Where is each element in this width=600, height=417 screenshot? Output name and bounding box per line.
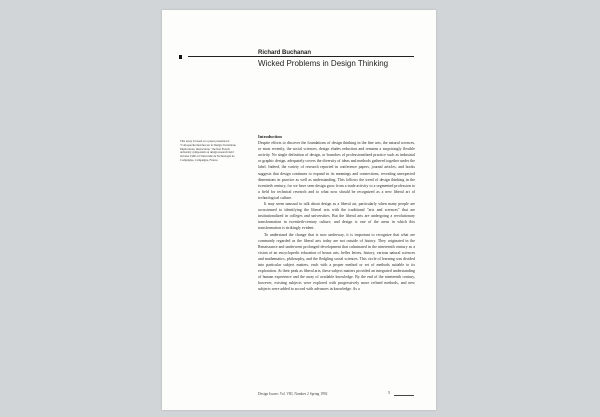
article-title: Wicked Problems in Design Thinking bbox=[258, 59, 389, 68]
paragraph: Despite efforts to discover the foundations of design thinking in the fine arts, the natural sciences, or most recently, the social sciences, design eludes reduction and remains a surprisingly flexible activity. No single definition of design, or branches of professionalized practice such as industrial or graphic design, adequately covers the diversity of ideas and methods gathered together under the label. Indeed, the variety of research reported in conference papers, journal articles, and books suggests that design continues to expand in its meanings and connections, revealing unexpected dimensions in practice as well as understanding. This follows the trend of design thinking in the twentieth century, for we have seen design grow from a trade activity to a segmented profession to a field for technical research and to what now should be recognized as a new liberal art of technological culture. bbox=[258, 140, 415, 200]
page-number: 5 bbox=[388, 390, 390, 395]
author-name: Richard Buchanan bbox=[258, 50, 315, 56]
margin-note: This essay is based on a paper presented at "Colloque Recherches sur le Design: Incitations, Implications, Interactions," the first French university symposium on design research held October 1990 at l'Université de Technologie de Compiègne, Compiègne, France. bbox=[180, 139, 237, 162]
article-body bbox=[258, 134, 415, 292]
journal-page bbox=[162, 10, 436, 410]
paragraph: It may seem unusual to talk about design as a liberal art, particularly when many people are accustomed to identifying the liberal arts with the traditional "arts and sciences" that are institutionalized in colleges and universities. But the liberal arts are undergoing a revolutionary transformation in twentieth-century culture, and design is one of the areas in which this transformation is strikingly evident. bbox=[258, 201, 415, 231]
header-rule bbox=[188, 56, 414, 57]
section-heading: Introduction bbox=[258, 134, 282, 139]
journal-citation: Design Issues: Vol. VIII, Number 2 Spring 1992 bbox=[258, 392, 328, 396]
footer-rule bbox=[394, 395, 414, 396]
section-marker bbox=[179, 55, 182, 59]
paragraph: To understand the change that is now underway, it is important to recognize that what are commonly regarded as the liberal arts today are not outside of history. They originated in the Renaissance and underwent prolonged development that culminated in the nineteenth century as a vision of an encyclopedic education of beaux arts, belles lettres, history, various natural sciences and mathematics, philosophy, and the fledgling social sciences. This circle of learning was divided into particular subject matters, each with a proper method or set of methods suitable to its exploration. At their peak as liberal arts, these subject matters provided an integrated understanding of human experience and the array of available knowledge. By the end of the nineteenth century, however, existing subjects were explored with progressively more refined methods, and new subjects were added to accord with advances in knowledge. As a bbox=[258, 231, 415, 292]
